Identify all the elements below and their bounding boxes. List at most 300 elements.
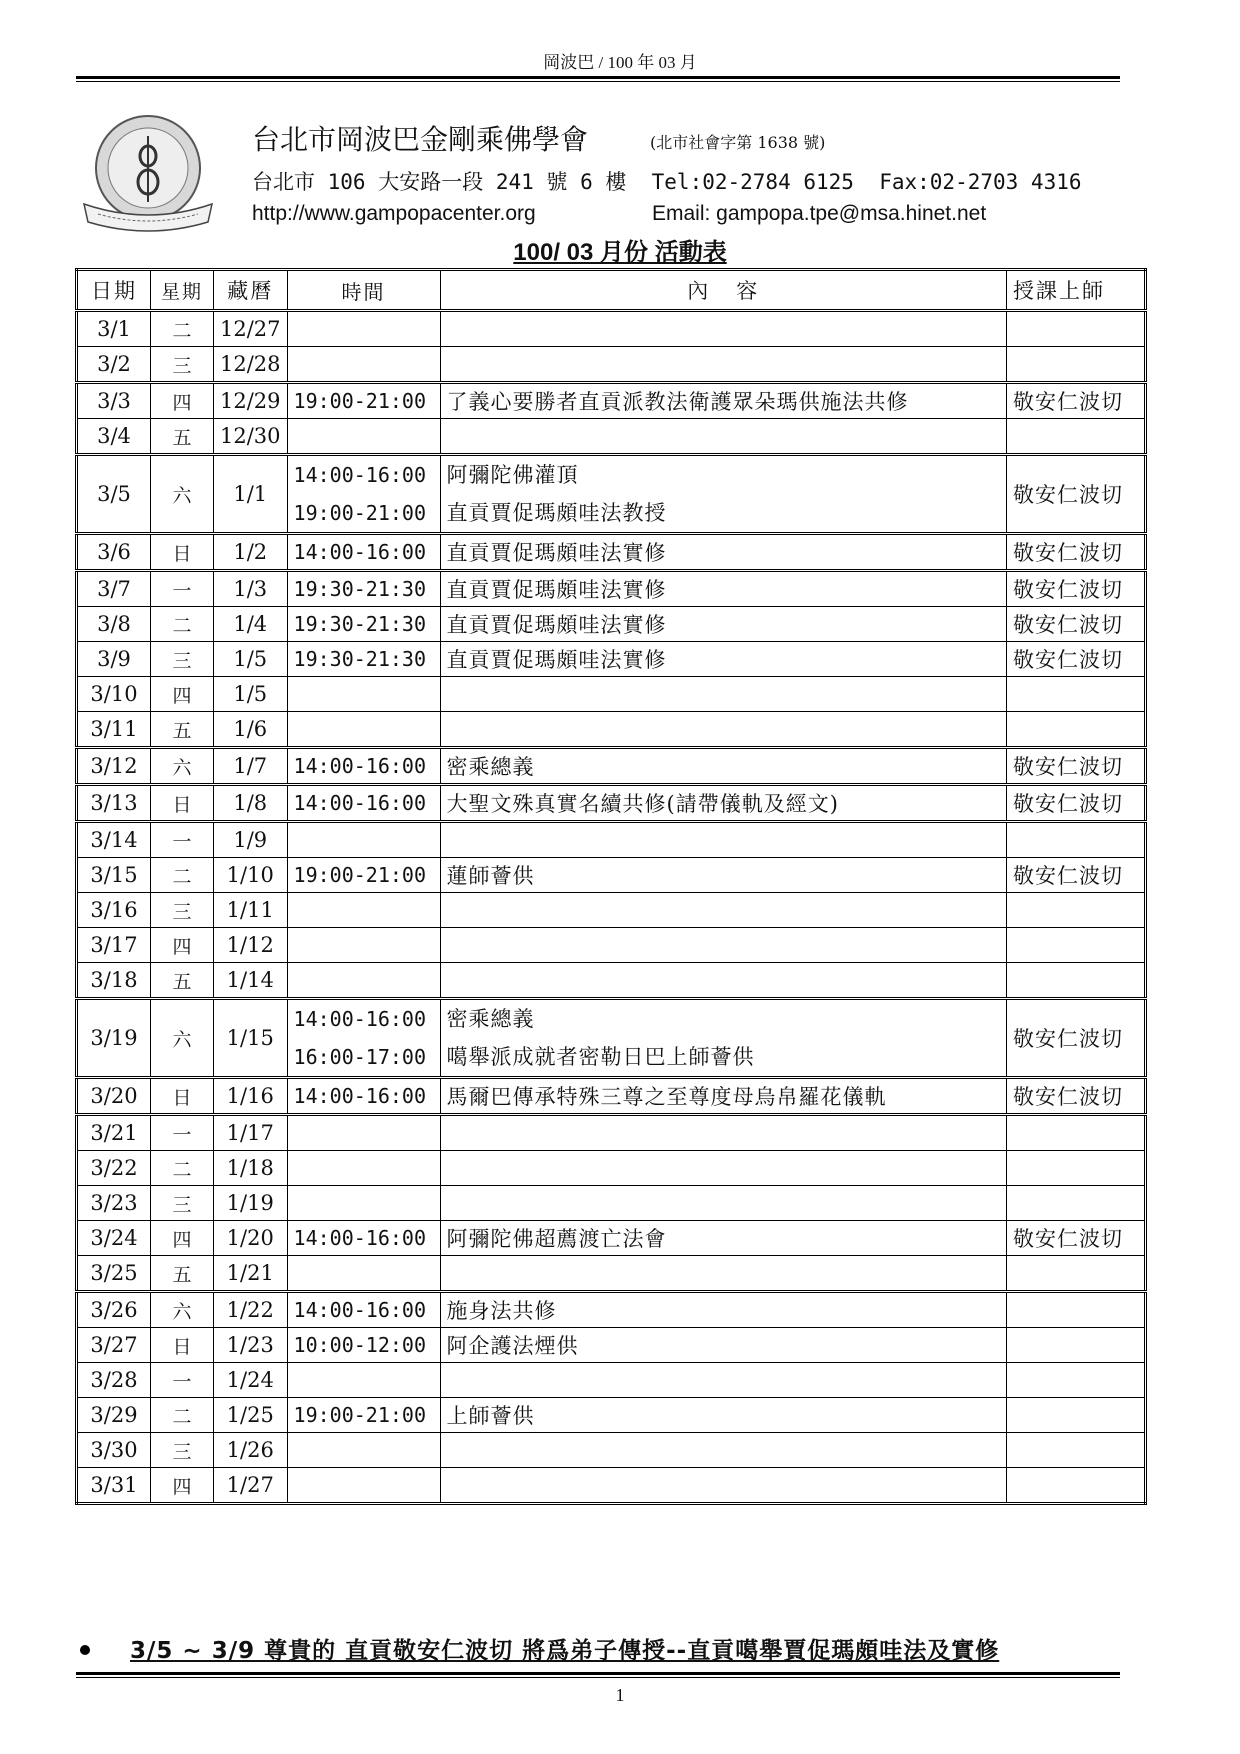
cell-teacher <box>1007 893 1146 928</box>
cell-date-text: 3/11 <box>90 717 138 741</box>
cell-tibetan-date <box>214 748 288 785</box>
cell-tibetan-date-text: 12/29 <box>220 389 281 413</box>
cell-teacher <box>1007 571 1146 607</box>
cell-teacher-text: 敬安仁波切 <box>1013 648 1123 672</box>
cell-content <box>440 858 1006 893</box>
cell-weekday <box>151 893 214 928</box>
table-row <box>77 571 1146 607</box>
cell-content <box>440 677 1006 712</box>
cell-date <box>77 1363 151 1398</box>
cell-tibetan-date-text: 1/24 <box>226 1368 274 1392</box>
cell-content <box>440 785 1006 822</box>
cell-date <box>77 928 151 963</box>
cell-date-text: 3/30 <box>90 1438 138 1462</box>
cell-weekday-text: 五 <box>172 970 192 993</box>
cell-content-text: 直貢賈促瑪頗哇法實修 <box>446 648 667 672</box>
cell-weekday <box>151 347 214 383</box>
col-header-content: 內 容 <box>440 270 1006 311</box>
cell-content-text: 直貢賈促瑪頗哇法教授 <box>446 501 667 525</box>
cell-weekday <box>151 785 214 822</box>
cell-weekday <box>151 1363 214 1398</box>
cell-tibetan-date <box>214 419 288 455</box>
cell-weekday-text: 一 <box>172 1370 192 1393</box>
cell-time <box>287 1398 440 1433</box>
cell-tibetan-date <box>214 858 288 893</box>
cell-tibetan-date <box>214 677 288 712</box>
cell-tibetan-date <box>214 1328 288 1363</box>
table-row <box>77 712 1146 748</box>
cell-tibetan-date <box>214 928 288 963</box>
cell-weekday <box>151 963 214 999</box>
cell-weekday <box>151 607 214 642</box>
col-header-weekday: 星期 <box>151 270 214 311</box>
cell-time-text: 19:30-21:30 <box>293 647 426 671</box>
website-link[interactable]: http://www.gampopacenter.org <box>252 202 536 225</box>
cell-content <box>440 999 1006 1078</box>
table-row <box>77 785 1146 822</box>
cell-tibetan-date <box>214 963 288 999</box>
cell-time <box>287 1328 440 1363</box>
cell-date-text: 3/8 <box>97 612 131 636</box>
cell-content-text: 直貢賈促瑪頗哇法實修 <box>446 578 667 602</box>
cell-time <box>287 419 440 455</box>
cell-content-text: 了義心要勝者直貢派教法衛護眾朵瑪供施法共修 <box>446 390 909 414</box>
cell-tibetan-date <box>214 1151 288 1186</box>
cell-content <box>440 1468 1006 1504</box>
cell-date <box>77 419 151 455</box>
cell-teacher <box>1007 642 1146 677</box>
cell-time <box>287 571 440 607</box>
cell-time <box>287 347 440 383</box>
cell-date <box>77 748 151 785</box>
cell-tibetan-date-text: 12/27 <box>220 317 281 341</box>
cell-tibetan-date <box>214 999 288 1078</box>
cell-weekday-text: 四 <box>172 1228 192 1251</box>
cell-content <box>440 1078 1006 1115</box>
cell-tibetan-date-text: 1/26 <box>226 1438 274 1462</box>
registration-number: (北市社會字第 1638 號) <box>650 133 826 152</box>
cell-teacher-text: 敬安仁波切 <box>1013 541 1123 565</box>
cell-weekday <box>151 712 214 748</box>
cell-date <box>77 311 151 347</box>
cell-date-text: 3/13 <box>90 791 138 815</box>
cell-weekday <box>151 928 214 963</box>
schedule-body <box>77 311 1146 1504</box>
table-row <box>77 1186 1146 1221</box>
cell-time <box>287 748 440 785</box>
cell-weekday <box>151 1256 214 1292</box>
cell-teacher <box>1007 1078 1146 1115</box>
table-row <box>77 999 1146 1078</box>
cell-weekday <box>151 822 214 858</box>
cell-content <box>440 1363 1006 1398</box>
cell-time-text: 14:00-16:00 <box>293 1084 426 1108</box>
cell-teacher <box>1007 785 1146 822</box>
cell-weekday <box>151 748 214 785</box>
table-row <box>77 963 1146 999</box>
cell-weekday <box>151 455 214 534</box>
cell-time-text: 14:00-16:00 <box>293 1226 426 1250</box>
cell-time <box>287 712 440 748</box>
cell-time <box>287 1078 440 1115</box>
cell-date <box>77 455 151 534</box>
cell-time <box>287 607 440 642</box>
cell-tibetan-date-text: 1/23 <box>226 1333 274 1357</box>
cell-weekday <box>151 1328 214 1363</box>
cell-weekday <box>151 677 214 712</box>
cell-content <box>440 642 1006 677</box>
cell-weekday <box>151 311 214 347</box>
cell-teacher-text: 敬安仁波切 <box>1013 483 1123 507</box>
cell-weekday-text: 二 <box>172 865 192 888</box>
cell-date-text: 3/7 <box>97 577 131 601</box>
cell-tibetan-date <box>214 1221 288 1256</box>
cell-teacher-text: 敬安仁波切 <box>1013 1085 1123 1109</box>
cell-teacher <box>1007 383 1146 419</box>
cell-date <box>77 642 151 677</box>
cell-tibetan-date-text: 1/21 <box>226 1261 274 1285</box>
cell-tibetan-date-text: 1/20 <box>226 1226 274 1250</box>
cell-date <box>77 1328 151 1363</box>
header-rule <box>76 76 1120 82</box>
cell-weekday-text: 日 <box>172 1086 192 1109</box>
cell-tibetan-date-text: 1/9 <box>233 828 268 852</box>
cell-time-text: 14:00-16:00 <box>293 754 426 778</box>
table-row <box>77 607 1146 642</box>
cell-weekday <box>151 642 214 677</box>
cell-tibetan-date <box>214 1078 288 1115</box>
cell-tibetan-date-text: 1/2 <box>233 540 268 564</box>
cell-time <box>287 677 440 712</box>
cell-tibetan-date <box>214 642 288 677</box>
cell-date-text: 3/17 <box>90 933 138 957</box>
cell-date <box>77 1398 151 1433</box>
cell-date <box>77 1221 151 1256</box>
cell-weekday <box>151 1433 214 1468</box>
cell-date-text: 3/25 <box>90 1261 138 1285</box>
cell-teacher <box>1007 928 1146 963</box>
cell-time-text: 19:00-21:00 <box>293 389 426 413</box>
cell-tibetan-date <box>214 893 288 928</box>
cell-content <box>440 383 1006 419</box>
table-row <box>77 1151 1146 1186</box>
cell-tibetan-date-text: 1/17 <box>226 1121 274 1145</box>
cell-time <box>287 1221 440 1256</box>
cell-time <box>287 893 440 928</box>
cell-time-text: 19:00-21:00 <box>293 1403 426 1427</box>
cell-tibetan-date <box>214 1363 288 1398</box>
cell-tibetan-date-text: 1/5 <box>233 682 268 706</box>
table-row <box>77 677 1146 712</box>
cell-teacher-text: 敬安仁波切 <box>1013 792 1123 816</box>
gampopa-logo-icon <box>78 106 218 236</box>
cell-tibetan-date <box>214 455 288 534</box>
cell-time-text: 19:30-21:30 <box>293 577 426 601</box>
cell-date-text: 3/15 <box>90 863 138 887</box>
cell-tibetan-date <box>214 1115 288 1151</box>
cell-time <box>287 822 440 858</box>
cell-teacher <box>1007 455 1146 534</box>
cell-content <box>440 712 1006 748</box>
running-header: 岡波巴 / 100 年 03 月 <box>543 53 697 72</box>
cell-teacher <box>1007 1221 1146 1256</box>
cell-tibetan-date-text: 1/8 <box>233 791 268 815</box>
cell-time <box>287 999 440 1078</box>
cell-weekday <box>151 534 214 571</box>
cell-time <box>287 1292 440 1328</box>
cell-date-text: 3/26 <box>90 1298 138 1322</box>
cell-content-text: 大聖文殊真實名續共修(請帶儀軌及經文) <box>446 792 839 816</box>
cell-content <box>440 607 1006 642</box>
table-row <box>77 1115 1146 1151</box>
cell-time <box>287 534 440 571</box>
cell-weekday-text: 一 <box>172 579 192 602</box>
cell-date <box>77 1151 151 1186</box>
cell-date-text: 3/5 <box>97 482 131 506</box>
cell-date-text: 3/18 <box>90 968 138 992</box>
cell-teacher <box>1007 1186 1146 1221</box>
cell-time <box>287 1433 440 1468</box>
cell-tibetan-date <box>214 607 288 642</box>
table-row <box>77 347 1146 383</box>
table-row <box>77 1328 1146 1363</box>
cell-teacher <box>1007 1115 1146 1151</box>
cell-time-text: 14:00-16:00 <box>293 1007 426 1031</box>
cell-time <box>287 383 440 419</box>
cell-teacher-text: 敬安仁波切 <box>1013 1027 1123 1051</box>
table-row <box>77 311 1146 347</box>
cell-teacher-text: 敬安仁波切 <box>1013 1227 1123 1251</box>
cell-content <box>440 1256 1006 1292</box>
cell-time <box>287 1186 440 1221</box>
cell-time <box>287 1468 440 1504</box>
cell-teacher <box>1007 748 1146 785</box>
cell-date-text: 3/22 <box>90 1156 138 1180</box>
cell-weekday-text: 三 <box>172 649 192 672</box>
cell-teacher <box>1007 607 1146 642</box>
cell-tibetan-date-text: 12/30 <box>220 424 281 448</box>
cell-date <box>77 347 151 383</box>
cell-time-text: 19:30-21:30 <box>293 612 426 636</box>
cell-weekday <box>151 1078 214 1115</box>
cell-weekday-text: 五 <box>172 1263 192 1286</box>
cell-date <box>77 1256 151 1292</box>
table-header-row <box>77 270 1146 311</box>
cell-weekday <box>151 1221 214 1256</box>
cell-teacher <box>1007 311 1146 347</box>
cell-weekday-text: 三 <box>172 1440 192 1463</box>
cell-content-text: 馬爾巴傳承特殊三尊之至尊度母烏帛羅花儀軌 <box>446 1085 887 1109</box>
cell-teacher-text: 敬安仁波切 <box>1013 390 1123 414</box>
cell-teacher <box>1007 1256 1146 1292</box>
cell-weekday-text: 四 <box>172 935 192 958</box>
cell-teacher <box>1007 1468 1146 1504</box>
cell-date <box>77 1115 151 1151</box>
cell-weekday-text: 六 <box>172 1300 192 1323</box>
cell-tibetan-date <box>214 347 288 383</box>
cell-teacher-text: 敬安仁波切 <box>1013 613 1123 637</box>
cell-weekday <box>151 383 214 419</box>
cell-teacher <box>1007 534 1146 571</box>
cell-time <box>287 1115 440 1151</box>
table-row <box>77 1221 1146 1256</box>
cell-weekday <box>151 1186 214 1221</box>
cell-content <box>440 1186 1006 1221</box>
cell-teacher <box>1007 858 1146 893</box>
cell-time <box>287 1256 440 1292</box>
cell-content <box>440 928 1006 963</box>
cell-time-text: 14:00-16:00 <box>293 791 426 815</box>
cell-date-text: 3/12 <box>90 754 138 778</box>
cell-tibetan-date <box>214 534 288 571</box>
cell-date-text: 3/28 <box>90 1368 138 1392</box>
table-row <box>77 642 1146 677</box>
cell-weekday-text: 二 <box>172 614 192 637</box>
cell-tibetan-date-text: 1/3 <box>233 577 268 601</box>
cell-date <box>77 607 151 642</box>
cell-time <box>287 311 440 347</box>
col-header-date: 日期 <box>77 270 151 311</box>
cell-time <box>287 642 440 677</box>
cell-date-text: 3/19 <box>90 1026 138 1050</box>
cell-weekday-text: 六 <box>172 484 192 507</box>
cell-teacher <box>1007 1433 1146 1468</box>
cell-tibetan-date <box>214 1433 288 1468</box>
cell-date <box>77 1433 151 1468</box>
cell-content-text: 阿彌陀佛灌頂 <box>446 463 579 487</box>
cell-tibetan-date-text: 1/12 <box>226 933 274 957</box>
cell-tibetan-date <box>214 1186 288 1221</box>
cell-tibetan-date-text: 1/22 <box>226 1298 274 1322</box>
table-row <box>77 534 1146 571</box>
cell-content <box>440 311 1006 347</box>
cell-weekday-text: 一 <box>172 1123 192 1146</box>
cell-teacher <box>1007 1363 1146 1398</box>
cell-weekday-text: 三 <box>172 354 192 377</box>
cell-tibetan-date <box>214 311 288 347</box>
table-row <box>77 748 1146 785</box>
cell-content <box>440 822 1006 858</box>
cell-date <box>77 785 151 822</box>
cell-content-text: 直貢賈促瑪頗哇法實修 <box>446 541 667 565</box>
cell-date-text: 3/4 <box>97 424 131 448</box>
cell-date-text: 3/6 <box>97 540 131 564</box>
cell-date-text: 3/16 <box>90 898 138 922</box>
email-link[interactable]: Email: gampopa.tpe@msa.hinet.net <box>652 202 987 225</box>
cell-weekday-text: 五 <box>172 426 192 449</box>
cell-weekday <box>151 858 214 893</box>
cell-time <box>287 963 440 999</box>
cell-date-text: 3/31 <box>90 1473 138 1497</box>
cell-time-text: 19:00-21:00 <box>293 501 426 525</box>
cell-teacher-text: 敬安仁波切 <box>1013 578 1123 602</box>
cell-date <box>77 1186 151 1221</box>
table-row <box>77 1078 1146 1115</box>
cell-weekday <box>151 1468 214 1504</box>
activity-schedule-table <box>75 268 1147 1505</box>
table-row <box>77 893 1146 928</box>
cell-weekday <box>151 999 214 1078</box>
cell-tibetan-date-text: 1/5 <box>233 647 268 671</box>
cell-date-text: 3/1 <box>97 317 131 341</box>
cell-date <box>77 677 151 712</box>
cell-content <box>440 1151 1006 1186</box>
cell-tibetan-date <box>214 1398 288 1433</box>
cell-teacher <box>1007 419 1146 455</box>
cell-date <box>77 858 151 893</box>
cell-teacher <box>1007 1398 1146 1433</box>
table-row <box>77 383 1146 419</box>
table-row <box>77 1363 1146 1398</box>
cell-tibetan-date <box>214 1468 288 1504</box>
table-row <box>77 1433 1146 1468</box>
cell-weekday <box>151 1292 214 1328</box>
cell-teacher-text: 敬安仁波切 <box>1013 864 1123 888</box>
cell-time <box>287 1363 440 1398</box>
cell-teacher <box>1007 1151 1146 1186</box>
cell-weekday-text: 六 <box>172 756 192 779</box>
cell-time <box>287 455 440 534</box>
table-row <box>77 419 1146 455</box>
footer-rule <box>76 1672 1120 1678</box>
cell-tibetan-date <box>214 785 288 822</box>
cell-weekday <box>151 1115 214 1151</box>
cell-tibetan-date <box>214 383 288 419</box>
cell-content <box>440 571 1006 607</box>
cell-date <box>77 712 151 748</box>
cell-content <box>440 347 1006 383</box>
col-header-teacher: 授課上師 <box>1007 270 1146 311</box>
cell-weekday-text: 二 <box>172 1405 192 1428</box>
cell-tibetan-date-text: 1/7 <box>233 754 268 778</box>
cell-time <box>287 928 440 963</box>
cell-content-text: 直貢賈促瑪頗哇法實修 <box>446 613 667 637</box>
bullet-icon <box>80 1645 90 1655</box>
cell-date <box>77 383 151 419</box>
cell-date <box>77 1468 151 1504</box>
cell-tibetan-date-text: 1/1 <box>233 482 268 506</box>
cell-tibetan-date <box>214 712 288 748</box>
cell-tibetan-date <box>214 1256 288 1292</box>
cell-date <box>77 893 151 928</box>
cell-date-text: 3/21 <box>90 1121 138 1145</box>
cell-content-text: 密乘總義 <box>446 755 535 779</box>
cell-time-text: 14:00-16:00 <box>293 1298 426 1322</box>
cell-tibetan-date-text: 1/14 <box>226 968 274 992</box>
cell-time-text: 16:00-17:00 <box>293 1045 426 1069</box>
col-header-time: 時間 <box>287 270 440 311</box>
cell-date <box>77 822 151 858</box>
cell-tibetan-date-text: 1/16 <box>226 1084 274 1108</box>
cell-content <box>440 1398 1006 1433</box>
cell-date-text: 3/23 <box>90 1191 138 1215</box>
cell-content <box>440 893 1006 928</box>
cell-content-text: 蓮師薈供 <box>446 864 535 888</box>
cell-date <box>77 534 151 571</box>
cell-teacher <box>1007 347 1146 383</box>
cell-content <box>440 419 1006 455</box>
cell-content <box>440 963 1006 999</box>
cell-weekday-text: 四 <box>172 1475 192 1498</box>
cell-weekday-text: 日 <box>172 793 192 816</box>
cell-date <box>77 963 151 999</box>
cell-content <box>440 1115 1006 1151</box>
cell-content-text: 施身法共修 <box>446 1299 557 1323</box>
cell-weekday-text: 四 <box>172 391 192 414</box>
cell-teacher-text: 敬安仁波切 <box>1013 755 1123 779</box>
cell-date <box>77 1078 151 1115</box>
cell-teacher <box>1007 963 1146 999</box>
